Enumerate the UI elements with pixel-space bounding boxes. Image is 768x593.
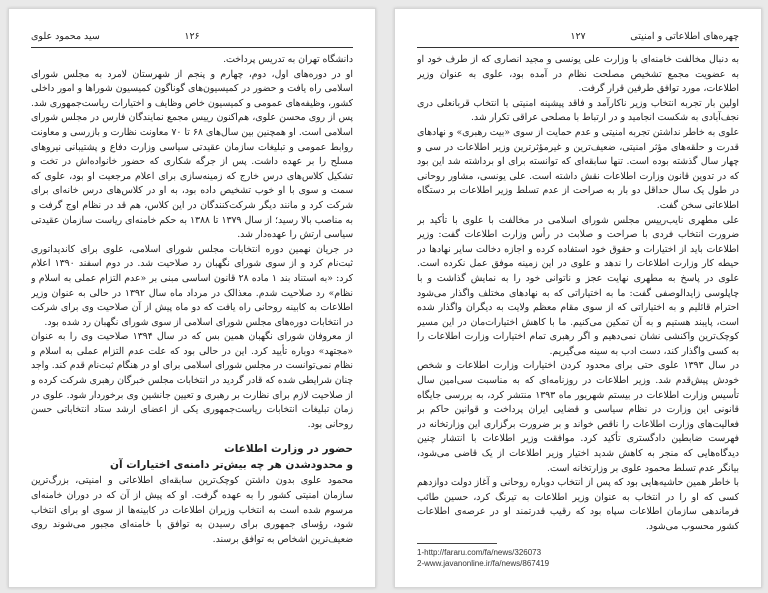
right-paragraph-5: در سال ۱۳۹۳ علوی حتی برای محدود کردن اختیارات وزارت اطلاعات و شخص خودش پیش‌قدم شد. وزیر اطلاعات در روزنامه‌ای که به مناسبت سی‌امین سال تأسیس وزارت اطلاعات در بیستم شهریور ماه ۱۳۹۳ منتشر کرد، به بررسی جایگاه قانونی این وزارت در نظام سیاسی و قضایی ایران پرداخت و قوانین حاکم بر فعالیت‌های وزارت اطلاعات را ناقص خواند و بر ضرورت برگزاری این وزارتخانه در فهرست ضابطین دادگستری تأکید کرد. موافقت وزیر اطلاعات با انتشار چنین دیدگاه‌هایی که منجر به کاهش شدید اختیار وزیر اطلاعات از یک قاضی می‌شود، بیانگر عدم تسلط محمود علوی بر وزارتخانه است.	[417, 360, 739, 474]
right-page-body	[417, 53, 739, 537]
section-heading-2: و محدودشدن هر چه بیش‌تر دامنه‌ی اختیارات آن	[109, 459, 353, 472]
left-running-header	[31, 31, 353, 45]
footnote-2: 2-www.javanonline.ir/fa/news/867419	[417, 559, 550, 568]
left-page-body	[31, 53, 353, 573]
footnotes	[417, 543, 739, 569]
right-paragraph-4: علی مطهری نایب‌رییس مجلس شورای اسلامی در مخالفت با علوی با تأکید بر ضرورت انتخاب فردی با صراحت و صلابت در رأس وزارت اطلاعات گفت: وزیر اطلاعات باید از اختیارات و حقوق خود استفاده کرده و اجازه دخالت سایر نهادها در حیطه کار وزارت اطلاعات را ندهد و علوی در این زمینه موفق عمل نکرده است. علوی در پاسخ به مطهری نهایت عجز و ناتوانی خود را به نمایش گذاشت و با چاپلوسی زایدالوصفی گفت: ما به اختیاراتی که به نهادهای مختلف واگذار می‌شود احترام قائلیم و به اختیاراتی که از سوی مقام معظم ولایت به دیگران واگذار شده است، پایبند هستیم و به آن تمکین می‌کنیم. ما با کاهش اختیارات‌مان در این مسیر کوچک‌ترین واکنشی نشان نمی‌دهیم و اگر رهبری تمام اختیارات وزارت اطلاعات را به کسی واگذار کند، دست ادب به سینه می‌گیریم.	[417, 214, 739, 357]
section-heading-1: حضور در وزارت اطلاعات	[224, 443, 353, 456]
left-running-head: سید محمود علوی	[31, 31, 100, 42]
right-paragraph-1: به دنبال مخالفت خامنه‌ای با وزارت علی یونسی و مجید انصاری که از طرف خود او به عضویت مجمع تشخیص مصلحت نظام در آمده بود، علوی به عنوان وزیر اطلاعات، مورد توافق طرفین قرار گرفت.	[417, 54, 739, 95]
right-paragraph-6: با خاطر همین حاشیه‌هایی بود که پس از انتخاب دوباره روحانی و آغاز دولت دوازدهم کسی که او را در انتخاب به عنوان وزیر اطلاعات به تیرنگ کرد، حسین طائب فرماندهی سازمان اطلاعات سپاه بود که رقیب قدرتمند او در عرصه‌ی اطلاعات کشور محسوب می‌شود.	[417, 477, 739, 532]
right-running-header	[417, 31, 739, 45]
section-paragraph: محمود علوی بدون داشتن کوچک‌ترین سابقه‌ای اطلاعاتی و امنیتی، بزرگ‌ترین سازمان امنیتی کشور را به عهده گرفت. او که پیش از آن که در دوران خامنه‌ای مرسوم شده است به انتخاب وزیران اطلاعات در کابینه‌ها از سوی او برای انتخاب شود، رؤسای جمهوری برای رسیدن به توافق با خامنه‌ای مجبور می‌شوند روی ضعیف‌ترین اشخاص به توافق برسند.	[31, 475, 353, 545]
right-paragraph-3: علوی به خاطر نداشتن تجربه امنیتی و عدم حمایت از سوی «بیت رهبری» و نهادهای قدرت و حلقه‌های مؤثر امنیتی، ضعیف‌ترین و غیرمؤثرترین وزیر اطلاعات در سی و چهار سال گذشته بوده است. تنها سابقه‌ای که توانسته برای او برداشته شد این بود که در تدوین قانون وزارت اطلاعات نقش داشته است. علی یونسی، مشاور روحانی در طول یک سال حداقل دو بار به صراحت از عدم تسلط وزیر اطلاعات بر دستگاه اطلاعاتی سخن گفت.	[417, 126, 739, 211]
left-page	[8, 8, 376, 588]
right-paragraph-2: اولین بار تجربه انتخاب وزیر ناکارآمد و فاقد پیشینه امنیتی با انتخاب قربانعلی دری نجف‌آبادی به شکست انجامید و در ارتباط با مصلحی عراقی تکرار شد.	[417, 97, 739, 124]
right-page	[394, 8, 762, 588]
left-paragraph-2: او در دوره‌های اول، دوم، چهارم و پنجم از شهرستان لامرد به مجلس شورای اسلامی راه یافت و حضور در کمیسیون‌های گوناگون کمیسیون شوراها و امور داخلی کشور، وظیفه‌های عمومی و کمیسیون خاص وظایف و اختیارات ریاست‌جمهوری شد. پس از روی محسن علوی، هم‌اکنون رییس مجمع نمایندگان فارس در مجلس شورای اسلامی است. او همچنین بین سال‌های ۶۸ تا ۷۰ معاونت نظارت و بازرسی و معاونت روابط عمومی و تبلیغات سازمان عقیدتی سیاسی وزارت دفاع و پشتیبانی نیروهای مسلح را بر عهده داشت. پس از جرگه شکاری که حضور خانواده‌اش در تخت و تشکیل کلاس‌های درس خارج که زمینه‌سازی برای اعلام مرجعیت او بود، علوی که سمت و سوی با او خوب تشخیص داده بود، به او در کلاس‌های درس خانه‌ای برای شرکت کرد و مانند دیگر شرکت‌کنندگان در این کلاس، هم قد در نظام اوج گرفت و به مناصب بالا رسید؛ از سال ۱۳۷۹ تا ۱۳۸۸ به حکم خامنه‌ای ریاست سازمان عقیدتی سیاسی ارتش را عهده‌دار شد.	[31, 68, 353, 241]
footnote-rule	[417, 543, 497, 544]
footnote-1: 1-http://fararu.com/fa/news/326073	[417, 548, 542, 557]
right-running-head: چهره‌های اطلاعاتی و امنیتی	[630, 31, 739, 42]
left-paragraph-1: دانشگاه تهران به تدریس پرداخت.	[223, 54, 353, 65]
left-paragraph-3: در جریان نهمین دوره انتخابات مجلس شورای اسلامی، علوی برای کاندیداتوری ثبت‌نام کرد و از سوی شورای نگهبان رد صلاحیت شد. در دوم اسفند ۱۳۹۰ اعلام کرد: «به استناد بند ۱ ماده ۲۸ قانون اساسی مبنی بر «عدم التزام عملی به اسلام و نظام» رد صلاحیت شدم. معذالک در مرداد ماه سال ۱۳۹۲ در حالی به عنوان وزیر اطلاعات به کابینه روحانی راه یافت که دو ماه پیش از آن صلاحیت وی برای شرکت در انتخابات دوره‌های مجلس شورای اسلامی از سوی شورای نگهبان رد شده بود.	[31, 243, 353, 328]
left-header-rule	[31, 47, 353, 48]
right-header-rule	[417, 47, 739, 48]
left-page-number: ۱۲۶	[184, 31, 200, 42]
left-paragraph-4: از معروفان شورای نگهبان همین بس که در سال ۱۳۹۴ صلاحیت وی را به عنوان «مجتهد» دوباره تأیید کرد. این در حالی بود که علت عدم التزام عملی به اسلام و نظام نمی‌توانست در مجلس شورای اسلامی برای او در هنگام ثبت‌نام قدم کند. واجد چنان شرایطی شده که قادر گردید در انتخابات مجلس خبرگان رهبری شرکت کرده و از صلاحیت لازم برای نظارت بر رهبری و تعیین جانشین وی برخوردار شود. علوی در زمان تبلیغات انتخابات ریاست‌جمهوری یکی از اعضای ارشد ستاد انتخاباتی حسن روحانی بود.	[31, 331, 353, 430]
right-page-number: ۱۲۷	[570, 31, 586, 42]
